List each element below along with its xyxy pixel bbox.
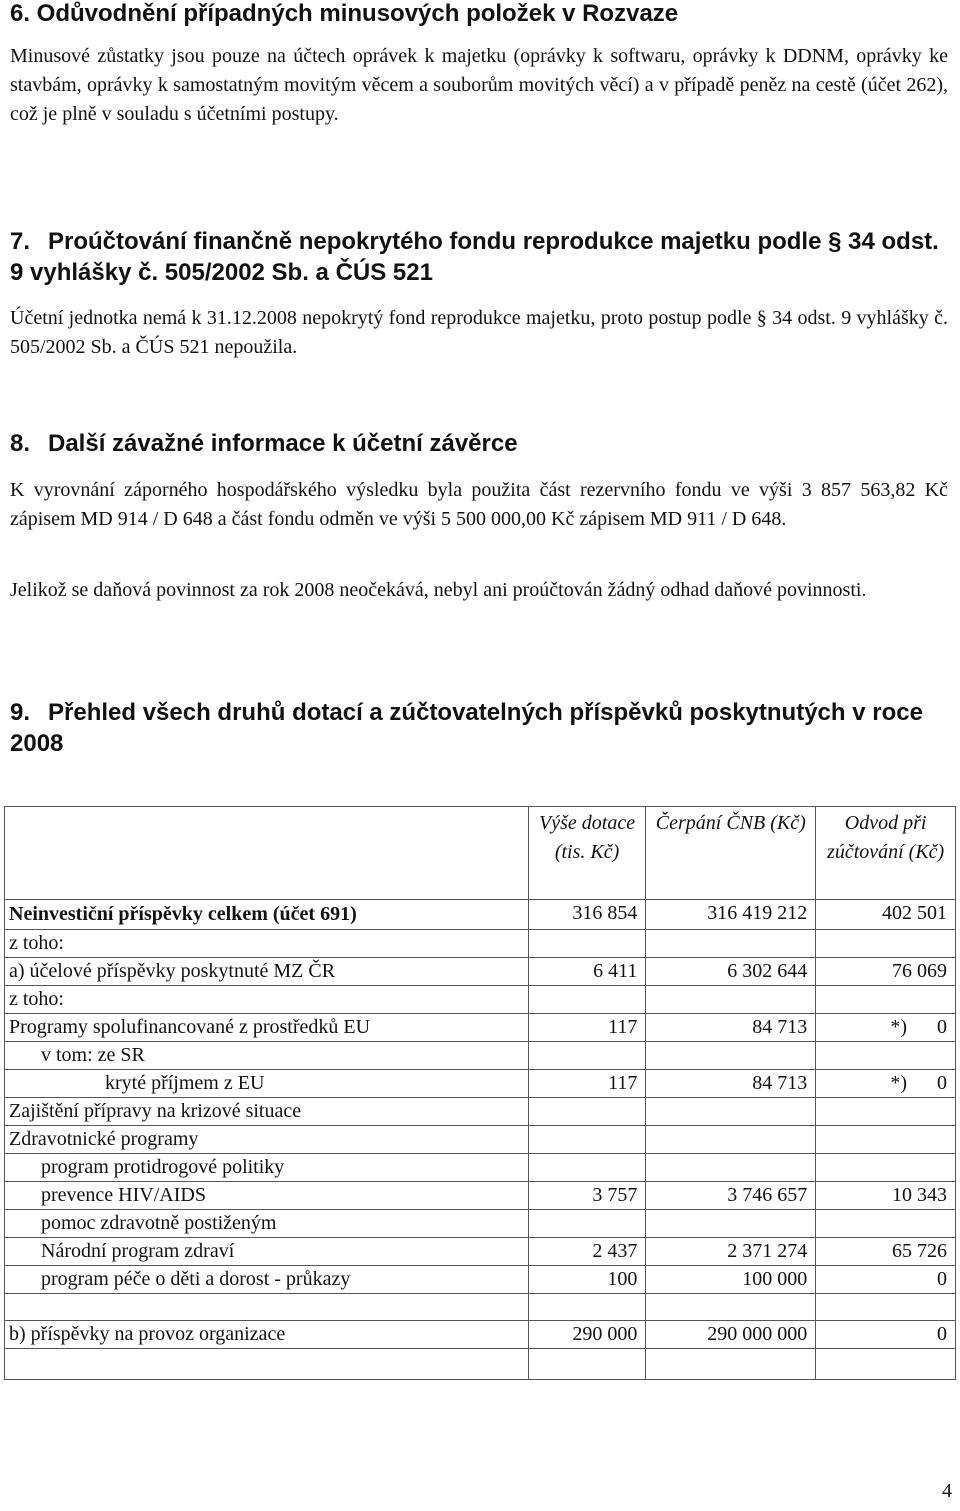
row-value-settlement: 0	[816, 1266, 956, 1294]
table-row	[5, 1014, 956, 1042]
table-header-row	[5, 807, 956, 900]
row-value-cnb: 3 746 657	[646, 1182, 816, 1210]
row-value-amount	[528, 1042, 646, 1070]
table-row	[5, 1182, 956, 1210]
section-8-text-1: K vyrovnání záporného hospodářského výsledku byla použita část rezervního fondu ve výši 3 857 563,82 Kč zápisem MD 914 / D 648 a část fondu odměn ve výši 5 500 000,00 Kč zápisem MD 911 / D 648.	[10, 479, 948, 530]
spacer-cell	[5, 1294, 529, 1321]
table-row	[5, 1321, 956, 1349]
row-value-cnb: 2 371 274	[646, 1238, 816, 1266]
row-value-cnb: 84 713	[646, 1070, 816, 1098]
section-9-heading	[10, 697, 950, 759]
row-value-amount	[528, 930, 646, 958]
row-value-amount	[528, 986, 646, 1014]
table-spacer-row	[5, 1294, 956, 1321]
section-8-text-2: Jelikož se daňová povinnost za rok 2008 neočekává, nebyl ani proúčtován žádný odhad daňové povinnosti.	[10, 579, 867, 601]
table-row	[5, 1238, 956, 1266]
row-value-amount	[528, 1126, 646, 1154]
section-8-title: Další závažné informace k účetní závěrce	[48, 430, 518, 457]
spacer-cell	[646, 1349, 816, 1380]
header-empty-cell	[5, 807, 529, 900]
table-row	[5, 1098, 956, 1126]
row-value-amount: 100	[528, 1266, 646, 1294]
spacer-cell	[816, 1294, 956, 1321]
row-label: pomoc zdravotně postiženým	[5, 1210, 529, 1238]
subsidy-table	[4, 806, 956, 1380]
row-label: program péče o děti a dorost - průkazy	[5, 1266, 529, 1294]
row-value-cnb	[646, 1126, 816, 1154]
section-6-heading: 6. Odůvodnění případných minusových položek v Rozvaze	[10, 0, 679, 27]
row-value-settlement	[816, 1210, 956, 1238]
row-label: kryté příjmem z EU	[5, 1070, 529, 1098]
spacer-cell	[646, 1294, 816, 1321]
row-label: Zdravotnické programy	[5, 1126, 529, 1154]
row-label: z toho:	[5, 930, 529, 958]
table-row	[5, 900, 956, 930]
table-row	[5, 958, 956, 986]
header-settlement: Odvod při zúčtování (Kč)	[816, 807, 956, 900]
row-value-settlement: 76 069	[816, 958, 956, 986]
page-number: 4	[942, 1480, 952, 1502]
table-row	[5, 1154, 956, 1182]
row-value-cnb	[646, 986, 816, 1014]
section-7-heading	[10, 226, 950, 288]
table-row	[5, 1126, 956, 1154]
row-label: v tom: ze SR	[5, 1042, 529, 1070]
table-spacer-row	[5, 1349, 956, 1380]
section-8-heading	[10, 428, 950, 459]
table-row	[5, 1210, 956, 1238]
row-value-cnb	[646, 1154, 816, 1182]
row-value-settlement	[816, 1042, 956, 1070]
row-value-amount: 3 757	[528, 1182, 646, 1210]
row-value-settlement: 0	[816, 1321, 956, 1349]
row-label: prevence HIV/AIDS	[5, 1182, 529, 1210]
row-value-settlement	[816, 1098, 956, 1126]
section-9-number: 9.	[10, 699, 31, 726]
row-label: Neinvestiční příspěvky celkem (účet 691)	[5, 900, 529, 930]
section-7-title: Proúčtování finančně nepokrytého fondu reprodukce majetku podle § 34 odst. 9 vyhlášky č. 505/2002 Sb. a ČÚS 521	[10, 228, 939, 286]
row-label: z toho:	[5, 986, 529, 1014]
header-amount: Výše dotace (tis. Kč)	[528, 807, 646, 900]
row-label: b) příspěvky na provoz organizace	[5, 1321, 529, 1349]
row-label: program protidrogové politiky	[5, 1154, 529, 1182]
row-value-amount	[528, 1154, 646, 1182]
row-value-cnb: 290 000 000	[646, 1321, 816, 1349]
row-label: a) účelové příspěvky poskytnuté MZ ČR	[5, 958, 529, 986]
table-row	[5, 1070, 956, 1098]
row-value-cnb: 316 419 212	[646, 900, 816, 930]
row-value-amount	[528, 1098, 646, 1126]
spacer-cell	[816, 1349, 956, 1380]
table-row	[5, 930, 956, 958]
row-value-cnb: 6 302 644	[646, 958, 816, 986]
row-value-settlement	[816, 930, 956, 958]
row-label: Národní program zdraví	[5, 1238, 529, 1266]
row-value-cnb	[646, 1210, 816, 1238]
spacer-cell	[528, 1349, 646, 1380]
row-value-cnb: 100 000	[646, 1266, 816, 1294]
row-label: Zajištění přípravy na krizové situace	[5, 1098, 529, 1126]
table-row	[5, 1266, 956, 1294]
header-cnb-drawing: Čerpání ČNB (Kč)	[646, 807, 816, 900]
row-value-amount	[528, 1210, 646, 1238]
row-value-amount: 2 437	[528, 1238, 646, 1266]
row-value-settlement: 402 501	[816, 900, 956, 930]
row-value-settlement: 10 343	[816, 1182, 956, 1210]
row-value-amount: 290 000	[528, 1321, 646, 1349]
row-value-settlement: *) 0	[816, 1070, 956, 1098]
section-7-number: 7.	[10, 228, 31, 255]
section-7-text: Účetní jednotka nemá k 31.12.2008 nepokrytý fond reprodukce majetku, proto postup podle § 34 odst. 9 vyhlášky č. 505/2002 Sb. a ČÚS 521 nepoužila.	[10, 307, 948, 358]
spacer-cell	[5, 1349, 529, 1380]
row-value-settlement	[816, 986, 956, 1014]
row-value-settlement	[816, 1126, 956, 1154]
table-row	[5, 986, 956, 1014]
spacer-cell	[528, 1294, 646, 1321]
section-9-title: Přehled všech druhů dotací a zúčtovatelných příspěvků poskytnutých v roce 2008	[10, 699, 923, 757]
row-value-cnb: 84 713	[646, 1014, 816, 1042]
row-value-settlement: *) 0	[816, 1014, 956, 1042]
row-value-cnb	[646, 930, 816, 958]
section-6-text: Minusové zůstatky jsou pouze na účtech oprávek k majetku (oprávky k softwaru, oprávky k DDNM, oprávky ke stavbám, oprávky k samostatným movitým věcem a souborům movitých věcí) a v případě peněz na cestě (účet 262), což je plně v souladu s účetními postupy.	[10, 45, 948, 125]
row-value-cnb	[646, 1098, 816, 1126]
row-value-amount: 117	[528, 1014, 646, 1042]
row-value-amount: 117	[528, 1070, 646, 1098]
row-label: Programy spolufinancované z prostředků EU	[5, 1014, 529, 1042]
row-value-settlement	[816, 1154, 956, 1182]
table-row	[5, 1042, 956, 1070]
section-8-number: 8.	[10, 430, 31, 457]
row-value-amount: 316 854	[528, 900, 646, 930]
row-value-amount: 6 411	[528, 958, 646, 986]
row-value-cnb	[646, 1042, 816, 1070]
row-value-settlement: 65 726	[816, 1238, 956, 1266]
